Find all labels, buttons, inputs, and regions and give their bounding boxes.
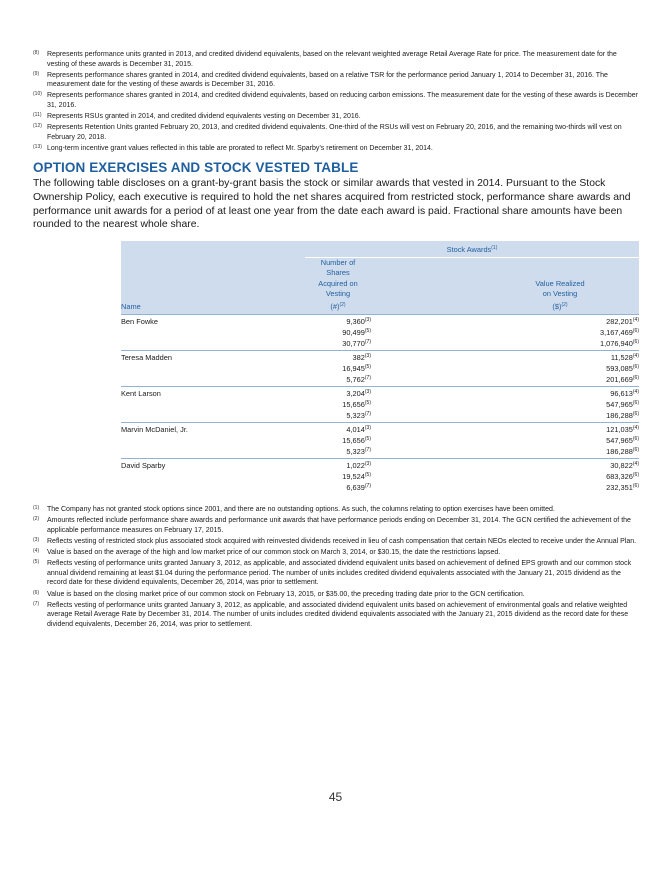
- shares-acquired-cell: 15,656$^{(5)}$: [342, 400, 371, 410]
- table-row: [121, 364, 639, 375]
- footnote-marker: (11): [33, 112, 42, 119]
- footnote-marker: (7): [33, 600, 40, 607]
- shares-acquired-cell: 9,360$^{(3)}$: [305, 315, 371, 329]
- footnote-text: Represents RSUs granted in 2014, and credited dividend equivalents vesting on December 31, 2016.: [47, 113, 361, 121]
- col-header-name: Name: [121, 257, 305, 315]
- footnote-marker: (9): [33, 70, 40, 77]
- table-row: [121, 459, 639, 473]
- table-footnote: [33, 516, 639, 535]
- shares-acquired-cell: 90,499$^{(5)}$: [342, 328, 371, 338]
- shares-acquired-cell: 5,762$^{(7)}$: [346, 375, 371, 385]
- table-column-header-row: [121, 257, 639, 315]
- value-realized-cell: 547,965$^{(6)}$: [606, 436, 639, 446]
- footnote: [33, 144, 639, 154]
- footnote-marker: (3): [33, 537, 40, 544]
- value-realized-cell: 1,076,940$^{(6)}$: [599, 339, 639, 349]
- footnote: [33, 123, 639, 142]
- footnote-text: Reflects vesting of restricted stock plus associated stock acquired with reinvested dividends received in lieu of cash compensation that certain NEOs elected to receive under the Annual Plan.: [47, 538, 637, 546]
- value-realized-cell: 186,288$^{(6)}$: [606, 447, 639, 457]
- footnote-text: Amounts reflected include performance share awards and performance unit awards that have performance periods ending on December 31, 2014. The GCN certified the achievement of the applicable performance measures on February 17, 2015.: [47, 517, 631, 534]
- table-row: [121, 411, 639, 423]
- shares-acquired-cell: 6,639$^{(7)}$: [346, 483, 371, 493]
- table-row: [121, 400, 639, 411]
- executive-name: [121, 328, 305, 339]
- footnote-marker: (13): [33, 143, 42, 150]
- footnote-marker: (10): [33, 91, 42, 98]
- table-row: [121, 483, 639, 494]
- executive-name: David Sparby: [121, 459, 305, 473]
- footnote-text: Represents performance units granted in 2013, and credited dividend equivalents, based on the relevant weighted average Retail Average Rate for price. The measurement date for the vesting of these awards is December 31, 2015.: [47, 51, 617, 68]
- table-footnote: [33, 601, 639, 630]
- value-realized-cell: 593,085$^{(6)}$: [606, 364, 639, 374]
- shares-acquired-cell: 30,770$^{(7)}$: [342, 339, 371, 349]
- value-realized-cell: 201,669$^{(6)}$: [606, 375, 639, 385]
- table-footnote: [33, 559, 639, 588]
- value-realized-cell: 683,326$^{(6)}$: [606, 472, 639, 482]
- value-realized-cell: 11,528$^{(4)}$: [481, 351, 639, 365]
- footnote-marker: (1): [33, 505, 40, 512]
- stock-awards-header: Stock Awards$^{(1)}$: [305, 241, 639, 258]
- table-row: [121, 375, 639, 387]
- executive-name: Teresa Madden: [121, 351, 305, 365]
- table-footnote: [33, 505, 639, 515]
- footnote-text: Value is based on the closing market price of our common stock on February 13, 2015, or $35.00, the preceding trading date prior to the GCN certification.: [47, 590, 525, 598]
- shares-acquired-cell: 15,656$^{(5)}$: [342, 436, 371, 446]
- executive-name: [121, 436, 305, 447]
- table-row: [121, 315, 639, 329]
- value-realized-cell: 96,613$^{(4)}$: [481, 387, 639, 401]
- table-group-header-row: [121, 241, 639, 258]
- footnote-text: Reflects vesting of performance units granted January 3, 2012, as applicable, and associated dividend equivalent units based on achievement of defined EPS growth and our common stock annual dividend remaining at least $1.04 during the performance period. The number of units includes credited dividend equivalents associated with the January 21, 2015 dividend as the record date for these dividend equivalents, December 26, 2014, was prior to settlement.: [47, 560, 632, 587]
- footnote-marker: (5): [33, 559, 40, 566]
- col-header-value: Value Realized on Vesting ($)$^{(2)}$: [481, 257, 639, 315]
- shares-acquired-cell: 4,014$^{(3)}$: [305, 423, 371, 437]
- value-realized-cell: 121,035$^{(4)}$: [481, 423, 639, 437]
- footnote-text: Reflects vesting of performance units granted January 3, 2012, as applicable, and associated dividend equivalent units based on achievement of environmental goals and relative weighted average Retail Average Rate by December 31, 2014. The number of units includes credited dividend equivalents associated with the January 21, 2015 dividend as the record date for these dividend equivalents, December 26, 2014, was prior to settlement.: [47, 601, 629, 628]
- executive-name: [121, 447, 305, 459]
- value-realized-cell: 186,288$^{(6)}$: [606, 411, 639, 421]
- document-page: [33, 50, 639, 631]
- intro-paragraph: The following table discloses on a grant-by-grant basis the stock or similar awards that vested in 2014. Pursuant to the Stock Ownership Policy, each executive is required to hold the net shares acquired from restricted stock, performance share awards and performance unit awards for a period of at least one year from the date each award is paid. Fractional share amounts have been rounded to the nearest whole share.: [33, 178, 631, 231]
- footnote-marker: (6): [33, 589, 40, 596]
- table-row: [121, 328, 639, 339]
- page-number: 45: [328, 790, 343, 804]
- executive-name: [121, 400, 305, 411]
- table-row: [121, 436, 639, 447]
- executive-name: Marvin McDaniel, Jr.: [121, 423, 305, 437]
- table-row: [121, 351, 639, 365]
- footnote-text: Represents performance shares granted in 2014, and credited dividend equivalents, based on a relative TSR for the performance period January 1, 2014 to December 31, 2016. The measurement date for the vesting of these awards is December 31, 2016.: [47, 71, 608, 89]
- stock-vested-table: [121, 241, 639, 495]
- executive-name: [121, 364, 305, 375]
- executive-name: Kent Larson: [121, 387, 305, 401]
- col-header-shares: Number of Shares Acquired on Vesting (#)$^{(2)}$: [305, 257, 371, 315]
- footnote-marker: (4): [33, 548, 40, 555]
- value-realized-cell: 30,822$^{(4)}$: [481, 459, 639, 473]
- executive-name: [121, 339, 305, 351]
- shares-acquired-cell: 19,524$^{(5)}$: [342, 472, 371, 482]
- shares-acquired-cell: 382$^{(3)}$: [305, 351, 371, 365]
- table-footnote: [33, 537, 639, 547]
- footnote-text: Long-term incentive grant values reflected in this table are prorated to reflect Mr. Sparby’s retirement on December 31, 2014.: [47, 144, 433, 152]
- executive-name: [121, 483, 305, 494]
- executive-name: [121, 472, 305, 483]
- table-row: [121, 387, 639, 401]
- footnote-text: Represents performance shares granted in 2014, and credited dividend equivalents, based on reducing carbon emissions. The measurement date for the vesting of these awards is December 31, 2016.: [47, 92, 638, 109]
- table-row: [121, 472, 639, 483]
- shares-acquired-cell: 3,204$^{(3)}$: [305, 387, 371, 401]
- executive-name: [121, 411, 305, 423]
- table-footnote: [33, 548, 639, 558]
- footnote-marker: (12): [33, 123, 42, 130]
- value-realized-cell: 547,965$^{(6)}$: [606, 400, 639, 410]
- footnote: [33, 71, 639, 90]
- top-footnotes: [33, 50, 639, 153]
- footnote-text: The Company has not granted stock options since 2001, and there are no outstanding options. As such, the columns relating to option exercises have been omitted.: [47, 506, 555, 514]
- shares-acquired-cell: 16,945$^{(5)}$: [342, 364, 371, 374]
- footnote: [33, 91, 639, 110]
- table-row: [121, 447, 639, 459]
- footnote-text: Represents Retention Units granted February 20, 2013, and credited dividend equivalents. One-third of the RSUs will vest on February 20, 2016, and the remaining two-thirds will vest on February 20, 2018.: [47, 124, 622, 141]
- table-row: [121, 339, 639, 351]
- value-realized-cell: 3,167,469$^{(6)}$: [599, 328, 639, 338]
- table-footnotes: [33, 505, 639, 629]
- footnote: [33, 112, 639, 122]
- shares-acquired-cell: 5,323$^{(7)}$: [346, 447, 371, 457]
- footnote: [33, 50, 639, 69]
- table-row: [121, 423, 639, 437]
- table-footnote: [33, 590, 639, 600]
- value-realized-cell: 282,201$^{(4)}$: [481, 315, 639, 329]
- shares-acquired-cell: 1,022$^{(3)}$: [305, 459, 371, 473]
- section-title: OPTION EXERCISES AND STOCK VESTED TABLE: [33, 160, 359, 176]
- executive-name: Ben Fowke: [121, 315, 305, 329]
- shares-acquired-cell: 5,323$^{(7)}$: [346, 411, 371, 421]
- footnote-marker: (8): [33, 50, 40, 56]
- footnote-text: Value is based on the average of the high and low market price of our common stock on March 3, 2014, or $30.15, the date the restrictions lapsed.: [47, 549, 501, 557]
- footnote-marker: (2): [33, 516, 40, 523]
- value-realized-cell: 232,351$^{(6)}$: [606, 483, 639, 493]
- executive-name: [121, 375, 305, 387]
